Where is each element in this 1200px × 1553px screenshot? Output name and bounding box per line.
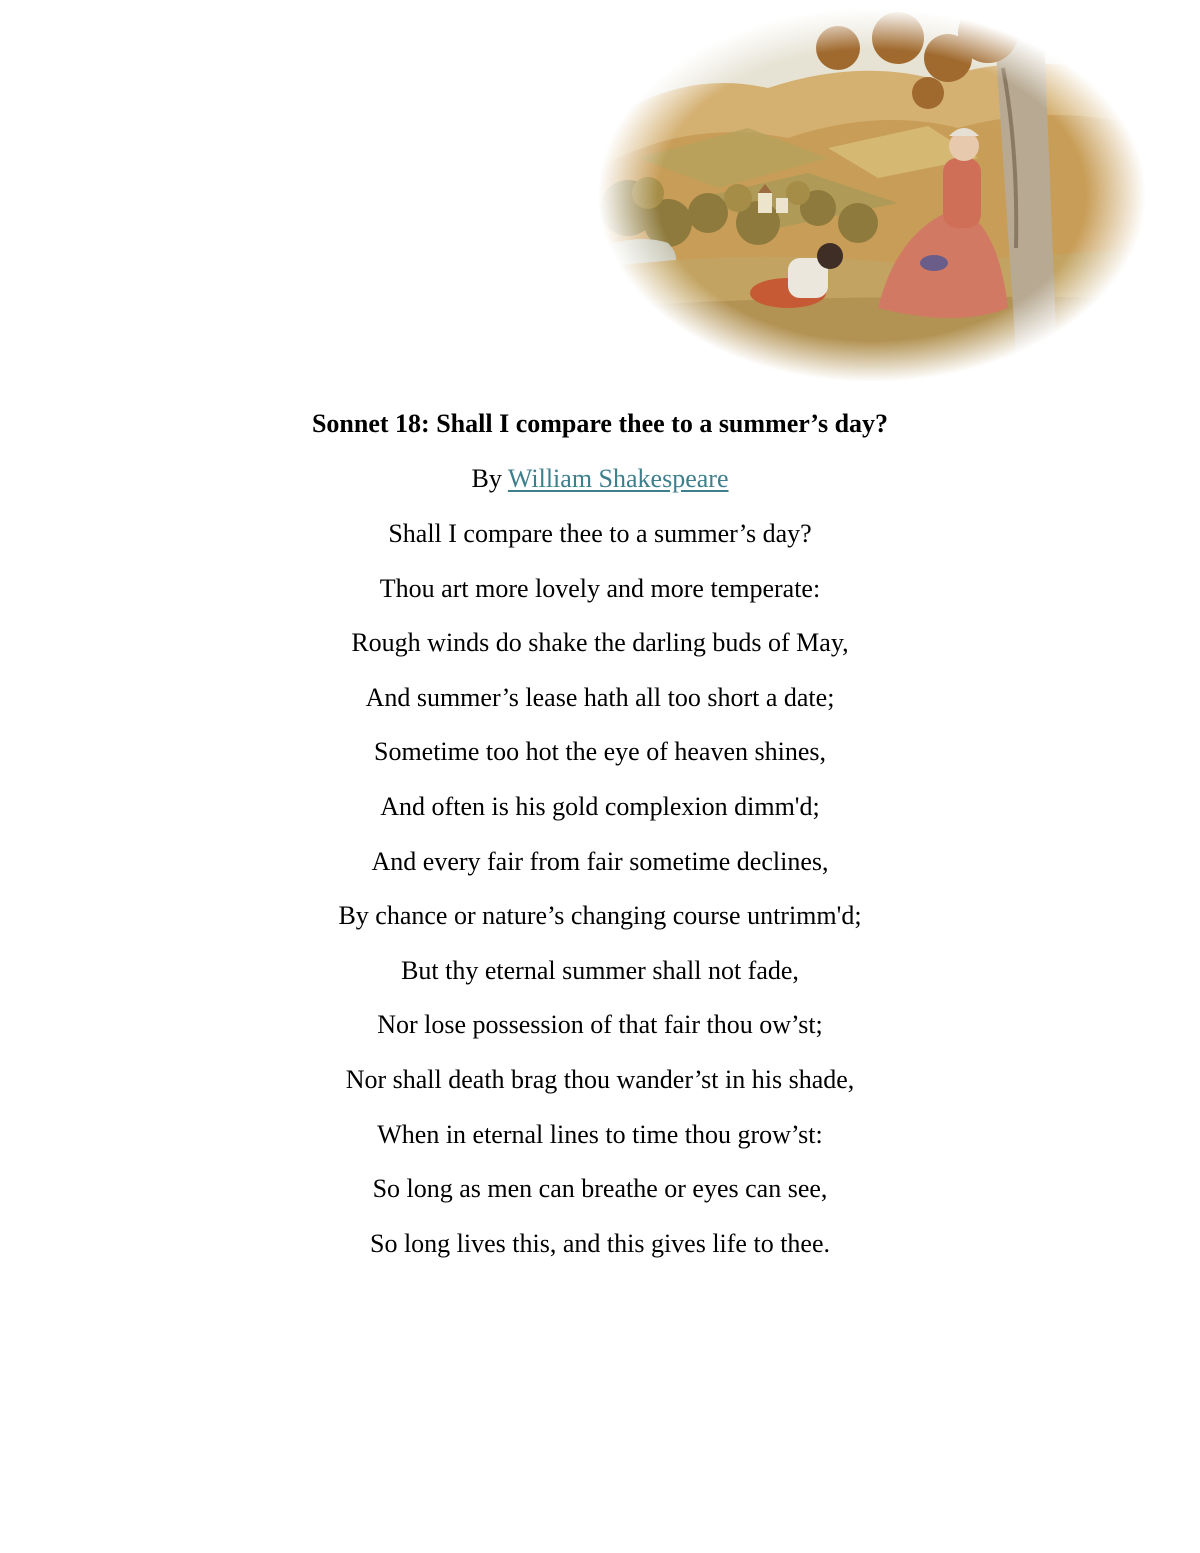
poem-line: When in eternal lines to time thou grow’st: <box>377 1119 823 1149</box>
poem-line: By chance or nature’s changing course untrimm'd; <box>338 901 862 931</box>
poem-line: So long lives this, and this gives life to thee. <box>369 1228 830 1258</box>
poem-line: And often is his gold complexion dimm'd; <box>380 791 820 821</box>
byline-prefix: By <box>471 464 508 493</box>
poem-line: Sometime too hot the eye of heaven shines, <box>373 737 826 767</box>
poem-line: Nor lose possession of that fair thou ow’st; <box>377 1010 823 1040</box>
poem-line: Nor shall death brag thou wander’st in his shade, <box>345 1064 855 1094</box>
poem-line: Rough winds do shake the darling buds of May, <box>351 628 849 658</box>
byline <box>0 459 1200 499</box>
poem-lines <box>0 514 1200 1264</box>
poem-line: And every fair from fair sometime declines, <box>371 846 829 876</box>
poem-line: So long as men can breathe or eyes can see, <box>372 1174 828 1204</box>
pastoral-landscape-illustration <box>598 8 1146 382</box>
poem-line: Thou art more lovely and more temperate: <box>379 573 821 603</box>
poem-title: Sonnet 18: Shall I compare thee to a summer’s day? <box>311 409 889 438</box>
poem-line: Shall I compare thee to a summer’s day? <box>388 519 812 548</box>
poem-line: And summer’s lease hath all too short a date; <box>365 682 835 712</box>
poem <box>0 404 1200 1278</box>
poem-line: But thy eternal summer shall not fade, <box>401 955 799 985</box>
author-link[interactable]: William Shakespeare <box>507 464 729 493</box>
